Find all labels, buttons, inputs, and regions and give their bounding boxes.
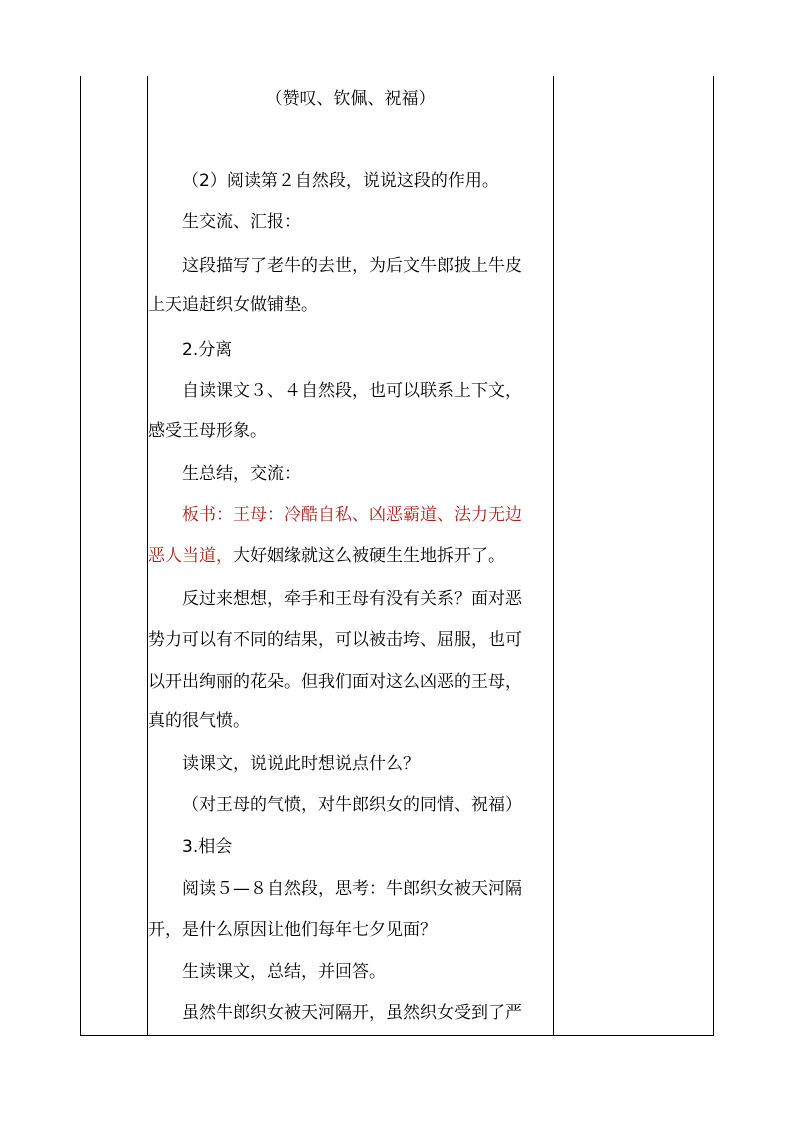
paragraph-explanation-line2: 上天追赶织女做铺垫。 xyxy=(148,295,318,315)
board-notes-line1: 板书：王母：冷酷自私、凶恶霸道、法力无边 xyxy=(182,505,522,525)
table-bottom-border xyxy=(80,1035,714,1036)
lesson-content-cell xyxy=(148,0,553,1035)
paragraph-reflection-line1: 反过来想想，牵手和王母有没有关系？面对恶 xyxy=(182,589,522,609)
table-col-divider-2 xyxy=(553,76,554,1036)
paragraph-reading-line1: 自读课文３、４自然段，也可以联系上下文， xyxy=(182,381,522,401)
board-notes-black-text: 大好姻缘就这么被硬生生地拆开了。 xyxy=(233,546,505,566)
section-heading-meeting: 3.相会 xyxy=(182,837,233,857)
paragraph-question-line2: 开，是什么原因让他们每年七夕见面？ xyxy=(148,920,437,940)
paragraph-responses: （赞叹、钦佩、祝福） xyxy=(265,89,436,109)
paragraph-summary: 生总结，交流： xyxy=(182,464,301,484)
paragraph-explanation-line1: 这段描写了老牛的去世，为后文牛郎披上牛皮 xyxy=(182,256,522,276)
paragraph-read-prompt: 读课文，说说此时想说点什么？ xyxy=(182,754,420,774)
paragraph-feelings: （对王母的气愤，对牛郎织女的同情、祝福） xyxy=(182,795,522,815)
board-notes-line2 xyxy=(148,546,553,566)
paragraph-reflection-line3: 以开出绚丽的花朵。但我们面对这么凶恶的王母， xyxy=(148,672,522,692)
paragraph-conclusion-line1: 虽然牛郎织女被天河隔开，虽然织女受到了严 xyxy=(182,1003,522,1023)
section-heading-separation: 2.分离 xyxy=(182,340,233,360)
paragraph-question-line1: 阅读５—８自然段，思考：牛郎织女被天河隔 xyxy=(182,879,522,899)
table-right-border xyxy=(713,76,714,1036)
board-notes-red-text: 恶人当道， xyxy=(148,546,233,566)
paragraph-answer: 生读课文，总结，并回答。 xyxy=(182,962,386,982)
paragraph-task-2: （2）阅读第２自然段，说说这段的作用。 xyxy=(182,171,499,191)
table-left-border xyxy=(80,76,81,1036)
paragraph-discussion: 生交流、汇报： xyxy=(182,212,301,232)
paragraph-reading-line2: 感受王母形象。 xyxy=(148,421,267,441)
paragraph-reflection-line4: 真的很气愤。 xyxy=(148,711,250,731)
paragraph-reflection-line2: 势力可以有不同的结果，可以被击垮、屈服，也可 xyxy=(148,630,522,650)
